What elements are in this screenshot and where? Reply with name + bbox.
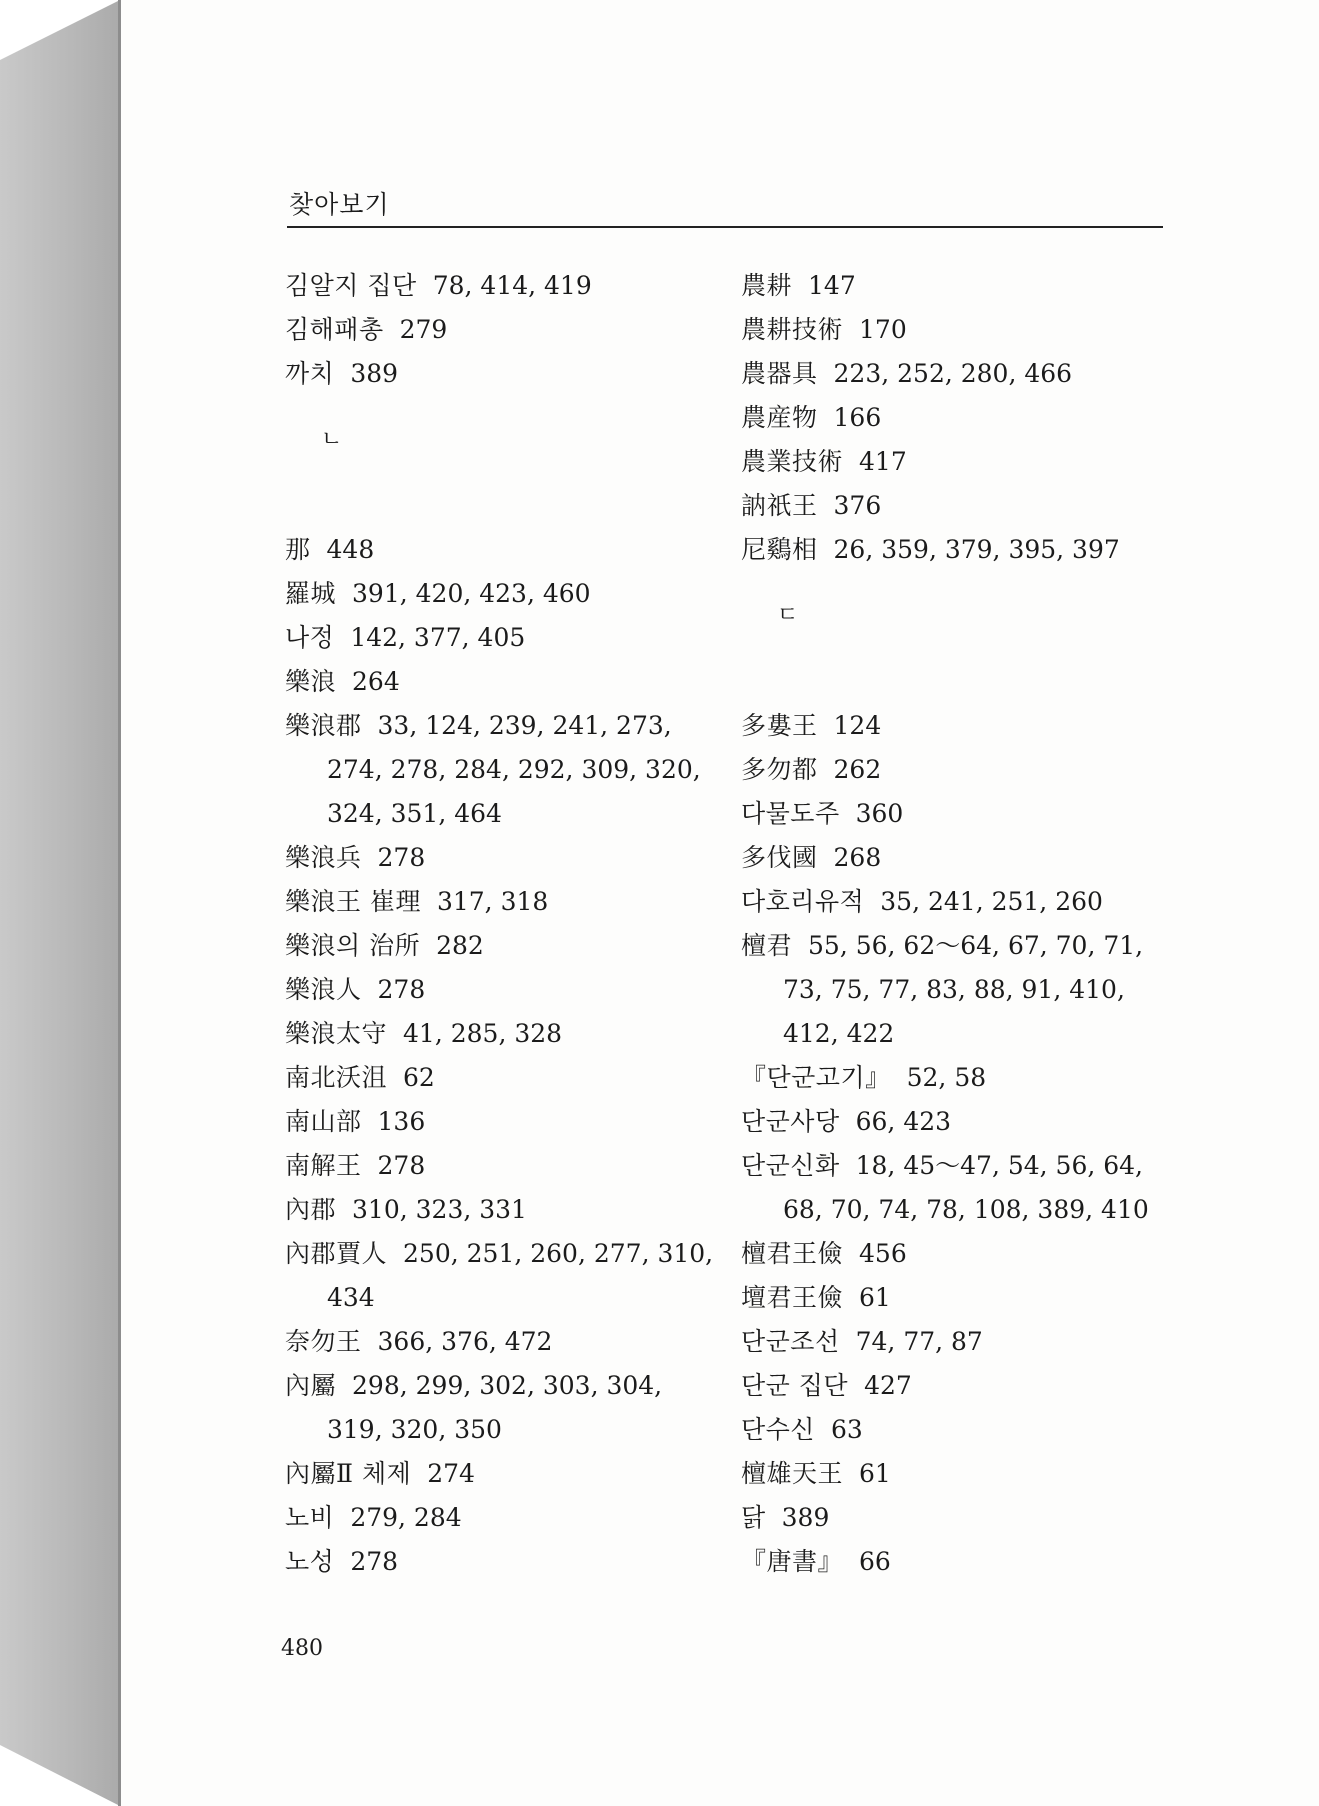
index-entry [285,1364,715,1452]
section-letter: ㄴ [321,427,343,452]
index-term: 內郡 [285,1195,337,1224]
index-entry [285,308,715,352]
index-pages: 35, 241, 251, 260 [880,887,1103,916]
index-entry [741,836,1171,880]
index-term: 樂浪王 崔理 [285,887,421,916]
index-term: 壇君王儉 [741,1283,844,1312]
index-entry [285,1056,715,1100]
index-pages: 124 [833,711,882,740]
index-term: 樂浪의 治所 [285,931,421,960]
index-pages: 63 [830,1415,863,1444]
index-term: 多伐國 [741,843,818,872]
index-entry [285,264,715,308]
index-term: 多婁王 [741,711,818,740]
index-term: 檀雄天王 [741,1459,844,1488]
index-term: 노성 [285,1547,335,1576]
index-pages: 278 [377,843,426,872]
index-pages: 61 [859,1459,891,1488]
index-pages: 74, 77, 87 [855,1327,983,1356]
index-pages: 389 [781,1503,830,1532]
index-term: 多勿都 [741,755,818,784]
index-term: 까치 [285,359,335,388]
index-term: 南解王 [285,1151,362,1180]
index-pages: 147 [808,271,856,300]
header-rule [287,226,1163,228]
index-term: 단군조선 [741,1327,840,1356]
index-term: 那 [285,535,311,564]
index-entry [285,572,715,616]
index-pages: 26, 359, 379, 395, 397 [833,535,1120,564]
index-pages: 33, 124, 239, 241, 273, [377,711,672,740]
index-term: 農耕技術 [741,315,844,344]
index-pages: 66, 423 [855,1107,952,1136]
index-pages: 278 [377,975,426,1004]
index-pages-continued: 73, 75, 77, 83, 88, 91, 410, [783,975,1125,1004]
index-pages-continued: 324, 351, 464 [327,799,502,828]
index-entry [741,1144,1171,1232]
index-pages: 170 [859,315,907,344]
index-entry [285,836,715,880]
index-term: 農耕 [741,271,793,300]
index-entry [285,1452,715,1496]
index-term: 農器具 [741,359,818,388]
index-term: 內郡賈人 [285,1239,388,1268]
index-term: 樂浪 [285,667,337,696]
index-pages-continued: 274, 278, 284, 292, 309, 320, [327,755,701,784]
index-pages: 78, 414, 419 [432,271,592,300]
index-term: 『단군고기』 [741,1063,891,1092]
index-term: 단군신화 [741,1151,840,1180]
index-term: 內屬Ⅱ 체제 [285,1459,412,1488]
index-entry [741,1320,1171,1364]
page-number: 480 [281,1636,323,1661]
index-entry [285,968,715,1012]
index-term: 다물도주 [741,799,840,828]
index-entry [741,308,1171,352]
index-entry [285,1012,715,1056]
index-term: 단군 집단 [741,1371,849,1400]
index-term: 尼鷄相 [741,535,818,564]
index-entry [285,1188,715,1232]
index-pages: 279, 284 [350,1503,462,1532]
index-term: 樂浪太守 [285,1019,388,1048]
index-entry [285,528,715,572]
index-entry [741,880,1171,924]
index-entry [741,1364,1171,1408]
index-entry [285,704,715,836]
index-pages: 282 [436,931,484,960]
index-term: 檀君 [741,931,793,960]
index-term: 나정 [285,623,335,652]
index-entry [741,1232,1171,1276]
index-entry [741,704,1171,748]
index-term: 羅城 [285,579,337,608]
index-entry [741,396,1171,440]
index-term: 奈勿王 [285,1327,362,1356]
index-pages: 376 [833,491,882,520]
book-spine [0,0,125,1806]
index-pages: 55, 56, 62～64, 67, 70, 71, [808,931,1144,960]
index-pages: 18, 45～47, 54, 56, 64, [855,1151,1143,1180]
index-term: 農業技術 [741,447,844,476]
index-entry [285,1496,715,1540]
index-entry [741,1100,1171,1144]
index-pages: 456 [859,1239,907,1268]
index-entry [741,924,1171,1056]
index-pages: 360 [855,799,904,828]
index-term: 노비 [285,1503,335,1532]
index-pages: 66 [859,1547,891,1576]
index-entry [741,1276,1171,1320]
index-entry [285,880,715,924]
index-term: 樂浪郡 [285,711,362,740]
index-term: 訥祇王 [741,491,818,520]
index-pages: 389 [350,359,399,388]
index-entry [285,660,715,704]
index-term: 단수신 [741,1415,815,1444]
index-pages: 136 [377,1107,426,1136]
index-entry [741,528,1171,572]
index-pages: 391, 420, 423, 460 [352,579,591,608]
index-term: 다호리유적 [741,887,865,916]
index-pages: 142, 377, 405 [350,623,526,652]
index-entry [285,352,715,396]
index-term: 김해패총 [285,315,384,344]
index-entry [285,616,715,660]
index-entry [741,792,1171,836]
running-head: 찾아보기 [289,190,390,219]
index-pages: 41, 285, 328 [403,1019,563,1048]
index-pages: 448 [326,535,375,564]
index-pages: 298, 299, 302, 303, 304, [352,1371,663,1400]
index-entry [741,1496,1171,1540]
index-term: 南北沃沮 [285,1063,388,1092]
index-pages: 279 [399,315,448,344]
index-pages: 166 [833,403,882,432]
index-term: 檀君王儉 [741,1239,844,1268]
index-entry [741,748,1171,792]
index-pages: 262 [833,755,882,784]
index-entry [285,1320,715,1364]
index-term: 農産物 [741,403,818,432]
index-entry [741,352,1171,396]
index-entry [285,924,715,968]
index-pages: 268 [833,843,882,872]
index-pages: 264 [352,667,400,696]
index-entry [741,1408,1171,1452]
index-term: 樂浪兵 [285,843,362,872]
index-entry [741,1056,1171,1100]
index-entry [741,440,1171,484]
index-term: 樂浪人 [285,975,362,1004]
index-pages: 427 [864,1371,912,1400]
index-pages: 417 [859,447,907,476]
index-pages-continued: 434 [327,1283,375,1312]
section-letter: ㄷ [777,603,799,628]
index-column-right [741,264,1171,1584]
index-pages: 310, 323, 331 [352,1195,527,1224]
index-entry [285,1100,715,1144]
index-entry [285,1232,715,1320]
index-pages: 278 [350,1547,399,1576]
index-pages: 278 [377,1151,426,1180]
index-entry [741,484,1171,528]
index-pages: 62 [403,1063,435,1092]
index-term: 닭 [741,1503,766,1532]
index-term: 김알지 집단 [285,271,417,300]
index-column-left [285,264,715,1584]
index-page [121,0,1319,1806]
index-entry [741,1540,1171,1584]
index-term: 南山部 [285,1107,362,1136]
index-pages-continued: 319, 320, 350 [327,1415,502,1444]
index-entry [285,1144,715,1188]
index-term: 『唐書』 [741,1547,844,1576]
index-entry [285,1540,715,1584]
index-term: 內屬 [285,1371,337,1400]
index-pages: 250, 251, 260, 277, 310, [403,1239,714,1268]
index-pages: 366, 376, 472 [377,1327,553,1356]
index-entry [741,1452,1171,1496]
index-entry [741,264,1171,308]
index-pages: 52, 58 [906,1063,987,1092]
index-term: 단군사당 [741,1107,840,1136]
index-pages: 223, 252, 280, 466 [833,359,1073,388]
index-pages: 274 [427,1459,475,1488]
index-pages: 61 [859,1283,891,1312]
index-pages-continued: 412, 422 [783,1019,895,1048]
index-pages: 317, 318 [436,887,549,916]
index-pages-continued: 68, 70, 74, 78, 108, 389, 410 [783,1195,1149,1224]
